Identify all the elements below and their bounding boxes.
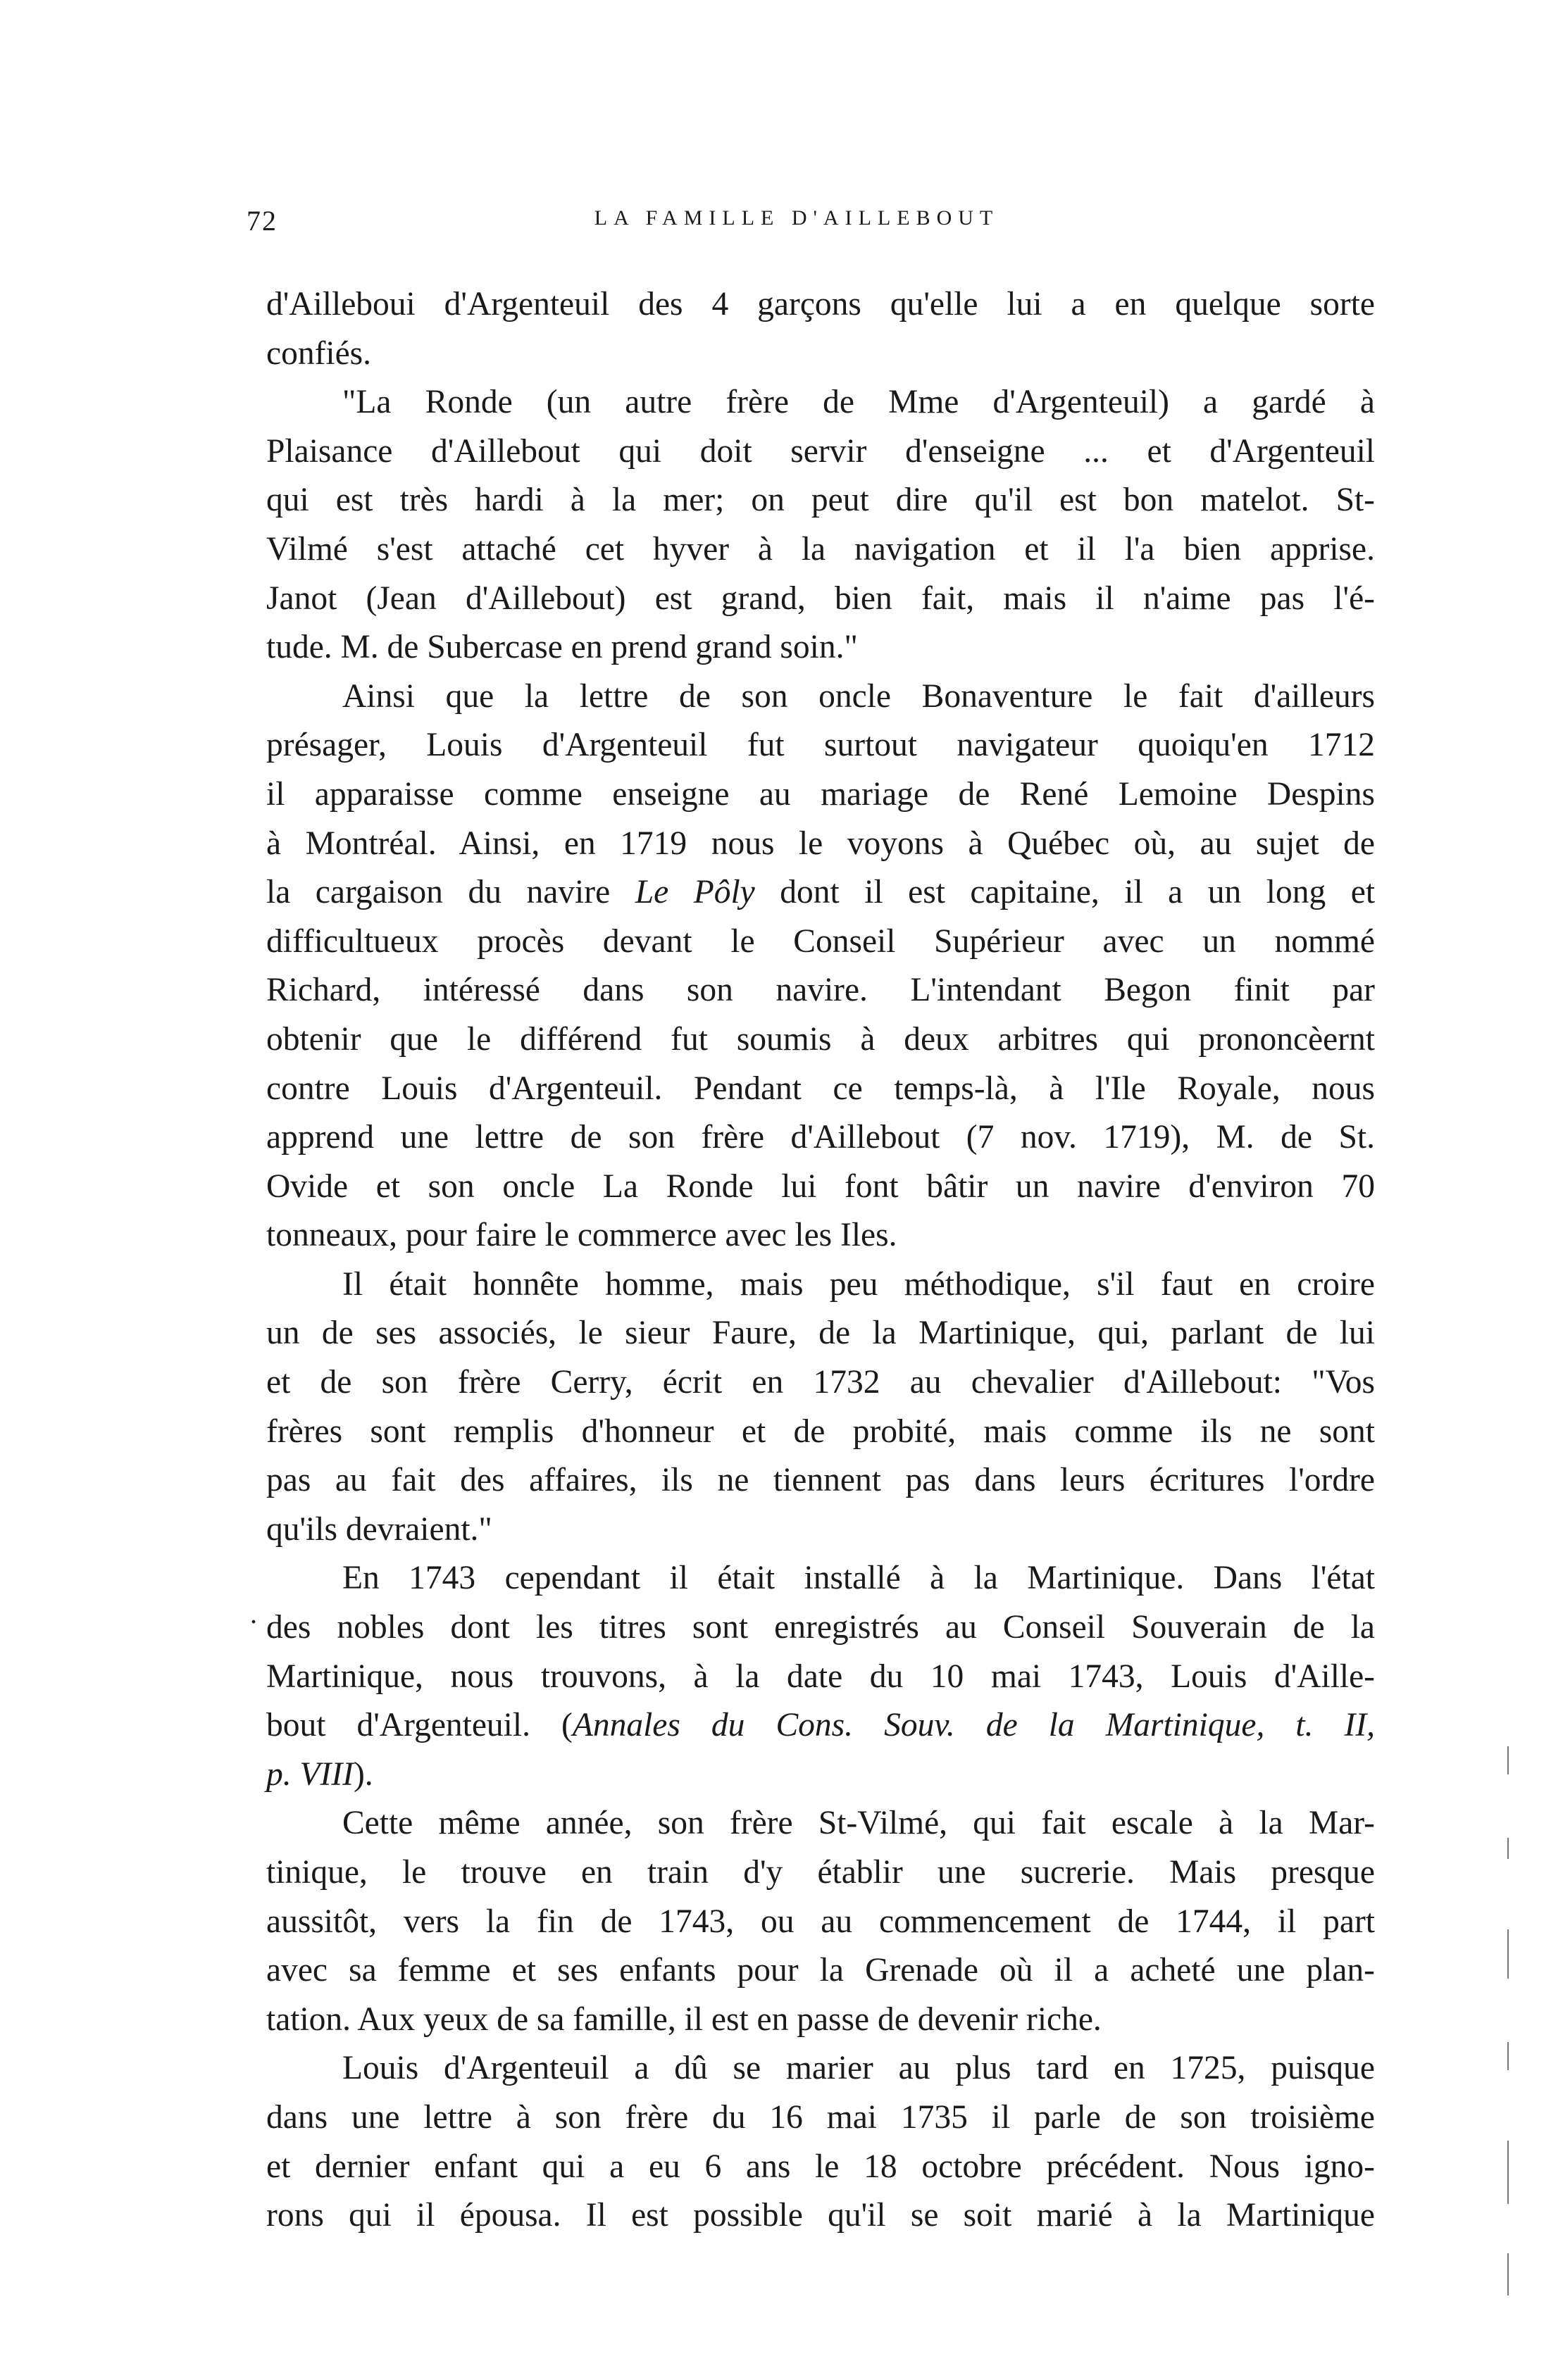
text-segment: ). bbox=[353, 1755, 373, 1793]
body-text bbox=[266, 280, 1375, 2241]
text-line: pas au fait des affaires, ils ne tiennent pas dans leurs écritures l'ordre bbox=[266, 1462, 1375, 1499]
text-line: Louis d'Argenteuil a dû se marier au plus tard en 1725, puisque bbox=[342, 2050, 1375, 2087]
text-line: Ovide et son oncle La Ronde lui font bâtir un navire d'environ 70 bbox=[266, 1167, 1375, 1205]
text-line: Plaisance d'Aillebout qui doit servir d'enseigne ... et d'Argenteuil bbox=[266, 432, 1375, 470]
text-line: tonneaux, pour faire le commerce avec les Iles. bbox=[266, 1217, 897, 1254]
text-line: frères sont remplis d'honneur et de probité, mais comme ils ne sont bbox=[266, 1413, 1375, 1450]
running-head: LA FAMILLE D'AILLEBOUT bbox=[594, 206, 999, 230]
text-line: un de ses associés, le sieur Faure, de la Martinique, qui, parlant de lui bbox=[266, 1315, 1375, 1352]
scan-mark bbox=[1507, 1929, 1509, 1979]
citation: Annales du Cons. Souv. de la Martinique, t. II, bbox=[572, 1707, 1376, 1744]
text-line: "La Ronde (un autre frère de Mme d'Argenteuil) a gardé à bbox=[342, 384, 1375, 421]
scan-mark bbox=[1507, 2042, 1509, 2070]
text-line: Martinique, nous trouvons, à la date du 10 mai 1743, Louis d'Aille- bbox=[266, 1658, 1375, 1695]
citation: p. VIII bbox=[266, 1755, 354, 1793]
text-line: Richard, intéressé dans son navire. L'intendant Begon finit par bbox=[266, 972, 1375, 1009]
scan-edge-marks bbox=[1507, 1746, 1528, 2380]
scan-mark bbox=[1507, 2141, 1509, 2204]
text-line: Cette même année, son frère St-Vilmé, qui fait escale à la Mar- bbox=[342, 1805, 1375, 1842]
text-line: tinique, le trouve en train d'y établir une sucrerie. Mais presque bbox=[266, 1854, 1375, 1891]
text-line: difficultueux procès devant le Conseil Supérieur avec un nommé bbox=[266, 922, 1375, 960]
text-segment: bout d'Argenteuil. ( bbox=[266, 1707, 573, 1744]
text-line: à Montréal. Ainsi, en 1719 nous le voyons à Québec où, au sujet de bbox=[266, 825, 1375, 862]
text-line: Janot (Jean d'Aillebout) est grand, bien fait, mais il n'aime pas l'é- bbox=[266, 580, 1375, 617]
text-line bbox=[266, 1701, 1375, 1750]
text-line: avec sa femme et ses enfants pour la Grenade où il a acheté une plan- bbox=[266, 1952, 1375, 1989]
text-line: dans une lettre à son frère du 16 mai 1735 il parle de son troisième bbox=[266, 2098, 1375, 2136]
scan-mark bbox=[1507, 1838, 1509, 1859]
text-line: En 1743 cependant il était installé à la Martinique. Dans l'état bbox=[342, 1560, 1375, 1597]
text-line bbox=[266, 1750, 1375, 1800]
text-line: qu'ils devraient." bbox=[266, 1510, 492, 1548]
margin-dot: . bbox=[250, 1598, 257, 1629]
text-line: Vilmé s'est attaché cet hyver à la navigation et il l'a bien apprise. bbox=[266, 530, 1375, 568]
text-line: présager, Louis d'Argenteuil fut surtout navigateur quoiqu'en 1712 bbox=[266, 727, 1375, 764]
text-segment: la cargaison du navire bbox=[266, 874, 611, 911]
text-line: il apparaisse comme enseigne au mariage de René Lemoine Despins bbox=[266, 775, 1375, 813]
text-line: Il était honnête homme, mais peu méthodique, s'il faut en croire bbox=[342, 1265, 1375, 1303]
text-line: d'Ailleboui d'Argenteuil des 4 garçons qu'elle lui a en quelque sorte bbox=[266, 286, 1375, 322]
text-line: et dernier enfant qui a eu 6 ans le 18 octobre précédent. Nous igno- bbox=[266, 2148, 1375, 2185]
text-line: apprend une lettre de son frère d'Aillebout (7 nov. 1719), M. de St. bbox=[266, 1119, 1375, 1156]
text-line: rons qui il épousa. Il est possible qu'il se soit marié à la Martinique bbox=[266, 2197, 1375, 2234]
text-line: tude. M. de Subercase en prend grand soin." bbox=[266, 629, 858, 666]
text-line: Ainsi que la lettre de son oncle Bonaventure le fait d'ailleurs bbox=[342, 677, 1375, 715]
scan-mark bbox=[1507, 1746, 1509, 1774]
text-line: confiés. bbox=[266, 334, 372, 372]
text-line: et de son frère Cerry, écrit en 1732 au chevalier d'Aillebout: "Vos bbox=[266, 1364, 1375, 1401]
text-segment: dont il est capitaine, il a un long et bbox=[780, 874, 1376, 911]
text-line bbox=[266, 868, 1375, 917]
ship-name: Le Pôly bbox=[635, 874, 755, 911]
text-line: obtenir que le différend fut soumis à deux arbitres qui prononcèernt bbox=[266, 1020, 1375, 1058]
scan-mark bbox=[1507, 2253, 1509, 2296]
text-line: des nobles dont les titres sont enregistrés au Conseil Souverain de la bbox=[266, 1609, 1375, 1646]
text-line: contre Louis d'Argenteuil. Pendant ce temps-là, à l'Ile Royale, nous bbox=[266, 1070, 1375, 1107]
page-number: 72 bbox=[247, 205, 278, 237]
text-line: tation. Aux yeux de sa famille, il est en passe de devenir riche. bbox=[266, 2000, 1102, 2038]
text-line: aussitôt, vers la fin de 1743, ou au commencement de 1744, il part bbox=[266, 1903, 1375, 1940]
text-line: qui est très hardi à la mer; on peut dire qu'il est bon matelot. St- bbox=[266, 482, 1375, 519]
